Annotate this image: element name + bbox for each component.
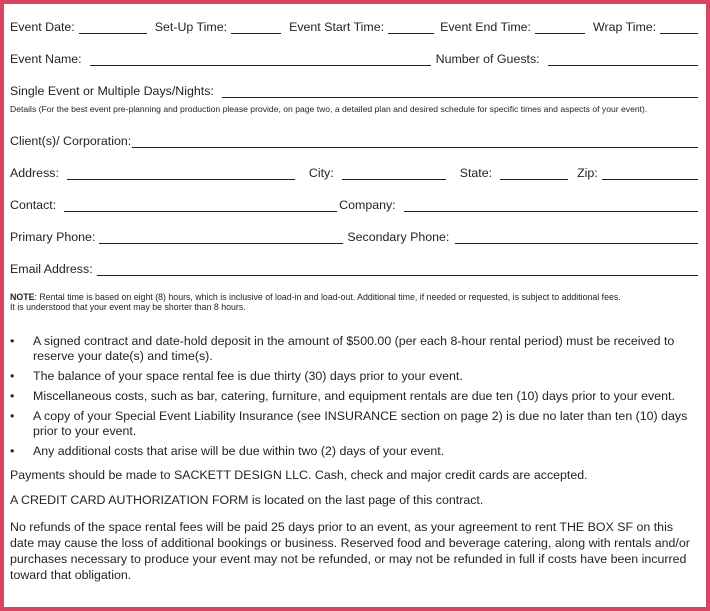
- contact-row: [10, 198, 698, 212]
- list-item: [10, 334, 692, 364]
- zip-field[interactable]: [602, 168, 698, 180]
- city-field[interactable]: [342, 168, 446, 180]
- wrap-time-field[interactable]: [660, 22, 698, 34]
- list-item: [10, 369, 692, 384]
- list-item: [10, 409, 692, 439]
- list-item-text: Miscellaneous costs, such as bar, catering, furniture, and equipment rentals are due ten (10) days prior to your event.: [33, 389, 675, 403]
- bullet-icon: •: [10, 334, 15, 348]
- start-time-field[interactable]: [388, 22, 434, 34]
- company-name: SACKETT DESIGN LLC: [173, 468, 308, 482]
- list-item-text: A signed contract and date-hold deposit in the amount of $500.00 (per each 8-hour rental period) must be received to reserve your date(s) and time(s).: [33, 334, 675, 363]
- list-item-text: A copy of your Special Event Liability Insurance (see INSURANCE section on page 2) is due no later than ten (10) days prior to your event.: [33, 409, 688, 438]
- primary-phone-label: Primary Phone:: [10, 230, 96, 244]
- rental-note: [10, 292, 698, 312]
- address-field[interactable]: [67, 168, 295, 180]
- list-item: [10, 444, 692, 459]
- company-field[interactable]: [404, 200, 698, 212]
- event-date-label: Event Date:: [10, 20, 75, 34]
- email-row: [10, 262, 698, 276]
- contact-field[interactable]: [64, 200, 337, 212]
- contact-label: Contact:: [10, 198, 57, 212]
- zip-label: Zip:: [577, 166, 598, 180]
- start-time-label: Event Start Time:: [289, 20, 385, 34]
- refund-policy-paragraph: No refunds of the space rental fees will be paid 25 days prior to an event, as your agreement to rent THE BOX SF on this date may cause the loss of additional bookings or business. Reserved food and beverage catering, along with rentals and/or purchases necessary to produce your event may not be refunded, or may not be refunded in full if costs have been incurred toward that obligation.: [10, 520, 690, 582]
- single-multiple-row: [10, 84, 698, 98]
- guests-field[interactable]: [548, 54, 698, 66]
- client-label: Client(s)/ Corporation:: [10, 134, 132, 148]
- bullet-icon: •: [10, 369, 15, 383]
- list-item-text: Any additional costs that arise will be due within two (2) days of your event.: [33, 444, 445, 458]
- note-label: NOTE: [10, 292, 35, 302]
- payments-paragraph: [10, 467, 696, 483]
- note-text: : Rental time is based on eight (8) hours, which is inclusive of load-in and load-out. Additional time, if needed or requested, is subject to additional fees.: [34, 292, 621, 302]
- details-note: Details (For the best event pre-planning and production please provide, on page two, a detailed plan and desired schedule for specific times and aspects of your event).: [10, 104, 648, 114]
- email-field[interactable]: [97, 264, 698, 276]
- client-row: [10, 134, 698, 148]
- event-name-field[interactable]: [90, 54, 431, 66]
- single-multiple-label: Single Event or Multiple Days/Nights:: [10, 84, 214, 98]
- phone-row: [10, 230, 698, 244]
- bullet-icon: •: [10, 444, 15, 458]
- rental-note-line-2: It is understood that your event may be shorter than 8 hours.: [10, 302, 246, 312]
- bullet-icon: •: [10, 409, 15, 423]
- secondary-phone-label: Secondary Phone:: [347, 230, 450, 244]
- event-name-row: [10, 52, 698, 66]
- event-times-row: [10, 20, 698, 34]
- terms-list: [10, 334, 692, 464]
- payments-text: Payments should be made to: [10, 468, 174, 482]
- secondary-phone-field[interactable]: [455, 232, 698, 244]
- state-field[interactable]: [500, 168, 568, 180]
- list-item: [10, 389, 692, 404]
- rental-note-line-1: [10, 292, 698, 302]
- payments-methods: . Cash, check and major credit cards are accepted.: [307, 468, 588, 482]
- client-field[interactable]: [132, 136, 698, 148]
- wrap-time-label: Wrap Time:: [593, 20, 657, 34]
- address-row: [10, 166, 698, 180]
- end-time-field[interactable]: [535, 22, 585, 34]
- bullet-icon: •: [10, 389, 15, 403]
- setup-time-field[interactable]: [231, 22, 281, 34]
- setup-time-label: Set-Up Time:: [154, 20, 228, 34]
- state-label: State:: [459, 166, 493, 180]
- address-label: Address:: [10, 166, 59, 180]
- credit-card-paragraph: A CREDIT CARD AUTHORIZATION FORM is located on the last page of this contract.: [10, 493, 484, 507]
- event-name-label: Event Name:: [10, 52, 82, 66]
- end-time-label: Event End Time:: [440, 20, 532, 34]
- list-item-text: The balance of your space rental fee is due thirty (30) days prior to your event.: [33, 369, 463, 383]
- single-multiple-field[interactable]: [222, 86, 698, 98]
- guests-label: Number of Guests:: [435, 52, 540, 66]
- event-date-field[interactable]: [79, 22, 147, 34]
- email-label: Email Address:: [10, 262, 93, 276]
- primary-phone-field[interactable]: [99, 232, 343, 244]
- contract-form: [4, 4, 706, 607]
- city-label: City:: [308, 166, 334, 180]
- company-label: Company:: [339, 198, 396, 212]
